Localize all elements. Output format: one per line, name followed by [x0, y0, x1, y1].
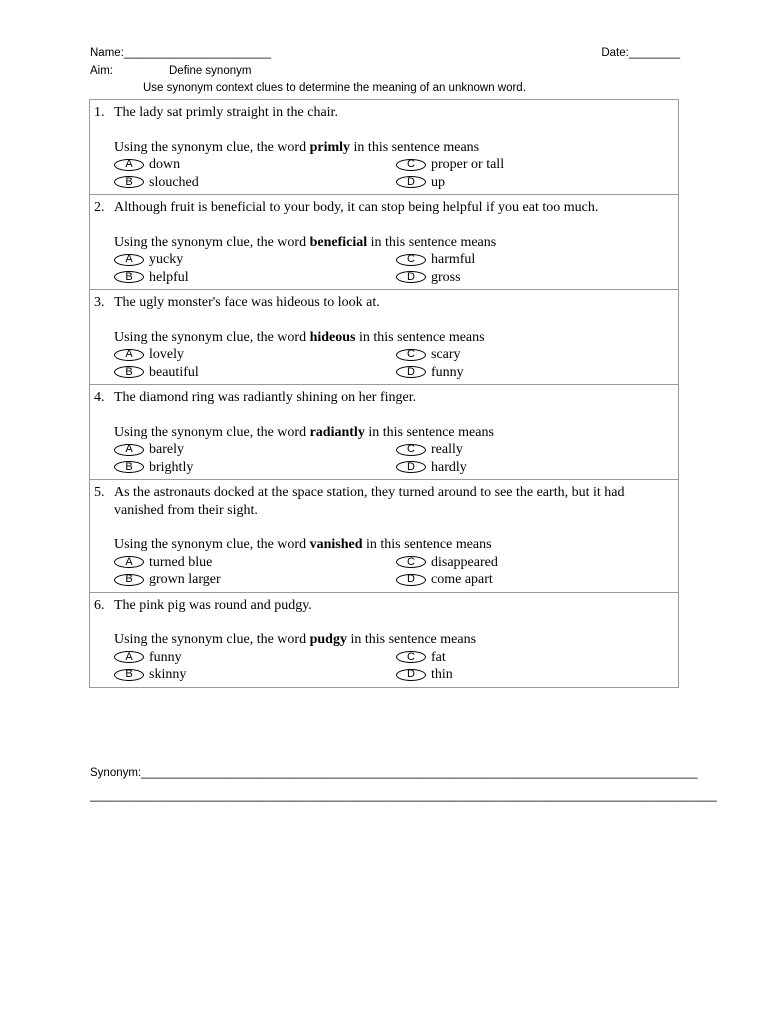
answer-option-a[interactable]	[114, 441, 396, 459]
prompt-text-end: in this sentence means	[364, 424, 494, 440]
question-sentence: As the astronauts docked at the space station, they turned around to see the earth, but it had vanished from their sight.	[114, 485, 625, 518]
answer-option-d[interactable]	[396, 174, 672, 192]
question-sentence: The ugly monster's face was hideous to look at.	[114, 295, 380, 310]
answer-option-d[interactable]	[396, 459, 672, 477]
aim-text: Define synonym	[169, 65, 252, 77]
answer-bubble-c[interactable]: C	[396, 349, 426, 361]
answer-text: hardly	[431, 459, 467, 475]
question-number: 5.	[94, 485, 105, 500]
question-number: 1.	[94, 105, 105, 120]
answer-bubble-a[interactable]: A	[114, 254, 144, 266]
question-5	[90, 480, 678, 593]
definition-continuation-line[interactable]: __________________________________________________________________________________________________	[90, 790, 717, 802]
answer-option-c[interactable]	[396, 156, 672, 174]
answer-text: down	[149, 157, 181, 172]
answer-bubble-d[interactable]: D	[396, 461, 426, 473]
answer-text: brightly	[149, 459, 194, 475]
target-word: beneficial	[309, 234, 368, 250]
answer-text: really	[431, 442, 463, 457]
question-sentence: The diamond ring was radiantly shining on her finger.	[114, 390, 417, 405]
question-3	[90, 290, 678, 385]
question-prompt	[114, 424, 672, 442]
answer-option-a[interactable]	[114, 554, 396, 572]
answer-options	[114, 251, 672, 286]
answer-option-d[interactable]	[396, 364, 672, 382]
answer-options	[114, 441, 672, 476]
answer-option-d[interactable]	[396, 269, 672, 287]
answer-text: thin	[431, 667, 453, 682]
answer-options	[114, 156, 672, 191]
header-row	[90, 47, 680, 63]
prompt-text-end: in this sentence means	[355, 329, 485, 345]
question-6	[90, 593, 678, 687]
answer-bubble-d[interactable]: D	[396, 669, 426, 681]
answer-bubble-a[interactable]: A	[114, 444, 144, 456]
prompt-text: Using the synonym clue, the word	[114, 139, 310, 155]
answer-bubble-d[interactable]: D	[396, 366, 426, 378]
answer-bubble-d[interactable]: D	[396, 574, 426, 586]
answer-bubble-a[interactable]: A	[114, 159, 144, 171]
answer-text: gross	[431, 269, 461, 285]
answer-text: beautiful	[149, 364, 199, 380]
question-4	[90, 385, 678, 480]
answer-option-a[interactable]	[114, 251, 396, 269]
prompt-text: Using the synonym clue, the word	[114, 329, 310, 345]
answer-bubble-b[interactable]: B	[114, 366, 144, 378]
answer-text: harmful	[431, 252, 476, 267]
question-sentence: Although fruit is beneficial to your body, it can stop being helpful if you eat too much.	[114, 200, 599, 215]
answer-text: turned blue	[149, 554, 213, 570]
question-number: 4.	[94, 390, 105, 405]
answer-bubble-c[interactable]: C	[396, 556, 426, 568]
prompt-text-end: in this sentence means	[346, 632, 477, 647]
target-word: hideous	[309, 329, 356, 345]
prompt-text: Using the synonym clue, the word	[114, 424, 310, 440]
answer-bubble-c[interactable]: C	[396, 254, 426, 266]
answer-text: funny	[431, 364, 464, 380]
answer-options	[114, 649, 672, 684]
question-body	[114, 104, 672, 191]
question-number: 3.	[94, 295, 105, 310]
answer-bubble-a[interactable]: A	[114, 651, 144, 663]
question-2	[90, 195, 678, 290]
aim-row	[90, 65, 680, 81]
question-body	[114, 294, 672, 381]
question-body	[114, 389, 672, 476]
answer-option-c[interactable]	[396, 251, 672, 269]
prompt-text: Using the synonym clue, the word	[114, 632, 310, 647]
synonym-definition-line[interactable]: Synonym:_______________________________________________________________________________________	[90, 767, 698, 779]
answer-text: scary	[431, 347, 461, 362]
prompt-text-end: in this sentence means	[362, 537, 492, 552]
question-prompt	[114, 536, 672, 554]
answer-bubble-c[interactable]: C	[396, 444, 426, 456]
answer-text: barely	[149, 442, 184, 457]
answer-text: proper or tall	[431, 157, 505, 172]
answer-bubble-c[interactable]: C	[396, 651, 426, 663]
question-sentence: The lady sat primly straight in the chair.	[114, 105, 338, 120]
name-field[interactable]: Name:_______________________	[90, 47, 271, 59]
answer-bubble-a[interactable]: A	[114, 349, 144, 361]
answer-text: yucky	[149, 252, 184, 267]
prompt-text: Using the synonym clue, the word	[114, 537, 310, 552]
question-number: 2.	[94, 200, 105, 215]
answer-bubble-b[interactable]: B	[114, 669, 144, 681]
answer-option-d[interactable]	[396, 571, 672, 589]
target-word: vanished	[309, 537, 363, 552]
answer-bubble-d[interactable]: D	[396, 271, 426, 283]
question-body	[114, 484, 672, 589]
answer-bubble-b[interactable]: B	[114, 271, 144, 283]
question-list	[89, 99, 679, 688]
answer-option-b[interactable]	[114, 571, 396, 589]
question-sentence: The pink pig was round and pudgy.	[114, 597, 312, 613]
answer-option-c[interactable]	[396, 554, 672, 572]
question-body	[114, 199, 672, 286]
question-prompt	[114, 234, 672, 252]
target-word: radiantly	[309, 424, 365, 440]
answer-options	[114, 346, 672, 381]
question-prompt	[114, 139, 672, 157]
answer-option-b[interactable]	[114, 269, 396, 287]
question-prompt	[114, 329, 672, 347]
answer-option-d[interactable]	[396, 666, 672, 684]
prompt-text-end: in this sentence means	[350, 139, 480, 155]
answer-text: skinny	[149, 667, 187, 682]
aim-label: Aim:	[90, 65, 113, 77]
answer-text: lovely	[149, 347, 184, 362]
question-body	[114, 597, 672, 684]
answer-bubble-b[interactable]: B	[114, 176, 144, 188]
question-number: 6.	[94, 597, 105, 613]
answer-bubble-a[interactable]: A	[114, 556, 144, 568]
answer-option-a[interactable]	[114, 156, 396, 174]
answer-option-b[interactable]	[114, 666, 396, 684]
answer-text: grown larger	[149, 572, 221, 587]
answer-text: helpful	[149, 269, 189, 285]
answer-option-c[interactable]	[396, 441, 672, 459]
answer-option-a[interactable]	[114, 346, 396, 364]
answer-text: come apart	[431, 572, 493, 587]
question-prompt	[114, 631, 672, 649]
answer-text: fat	[431, 649, 446, 665]
answer-bubble-b[interactable]: B	[114, 461, 144, 473]
answer-text: slouched	[149, 174, 199, 190]
answer-option-b[interactable]	[114, 459, 396, 477]
aim-detail: Use synonym context clues to determine the meaning of an unknown word.	[143, 82, 526, 94]
answer-option-b[interactable]	[114, 174, 396, 192]
answer-bubble-b[interactable]: B	[114, 574, 144, 586]
question-1	[90, 100, 678, 195]
answer-text: funny	[149, 649, 182, 665]
answer-bubble-d[interactable]: D	[396, 176, 426, 188]
answer-text: disappeared	[431, 554, 498, 570]
answer-option-c[interactable]	[396, 346, 672, 364]
answer-option-b[interactable]	[114, 364, 396, 382]
prompt-text: Using the synonym clue, the word	[114, 234, 310, 250]
answer-option-c[interactable]	[396, 649, 672, 667]
target-word: primly	[309, 139, 351, 155]
answer-bubble-c[interactable]: C	[396, 159, 426, 171]
date-field[interactable]: Date:________	[601, 47, 680, 59]
prompt-text-end: in this sentence means	[367, 234, 497, 250]
answer-options	[114, 554, 672, 589]
answer-text: up	[431, 174, 445, 190]
answer-option-a[interactable]	[114, 649, 396, 667]
target-word: pudgy	[309, 632, 347, 647]
